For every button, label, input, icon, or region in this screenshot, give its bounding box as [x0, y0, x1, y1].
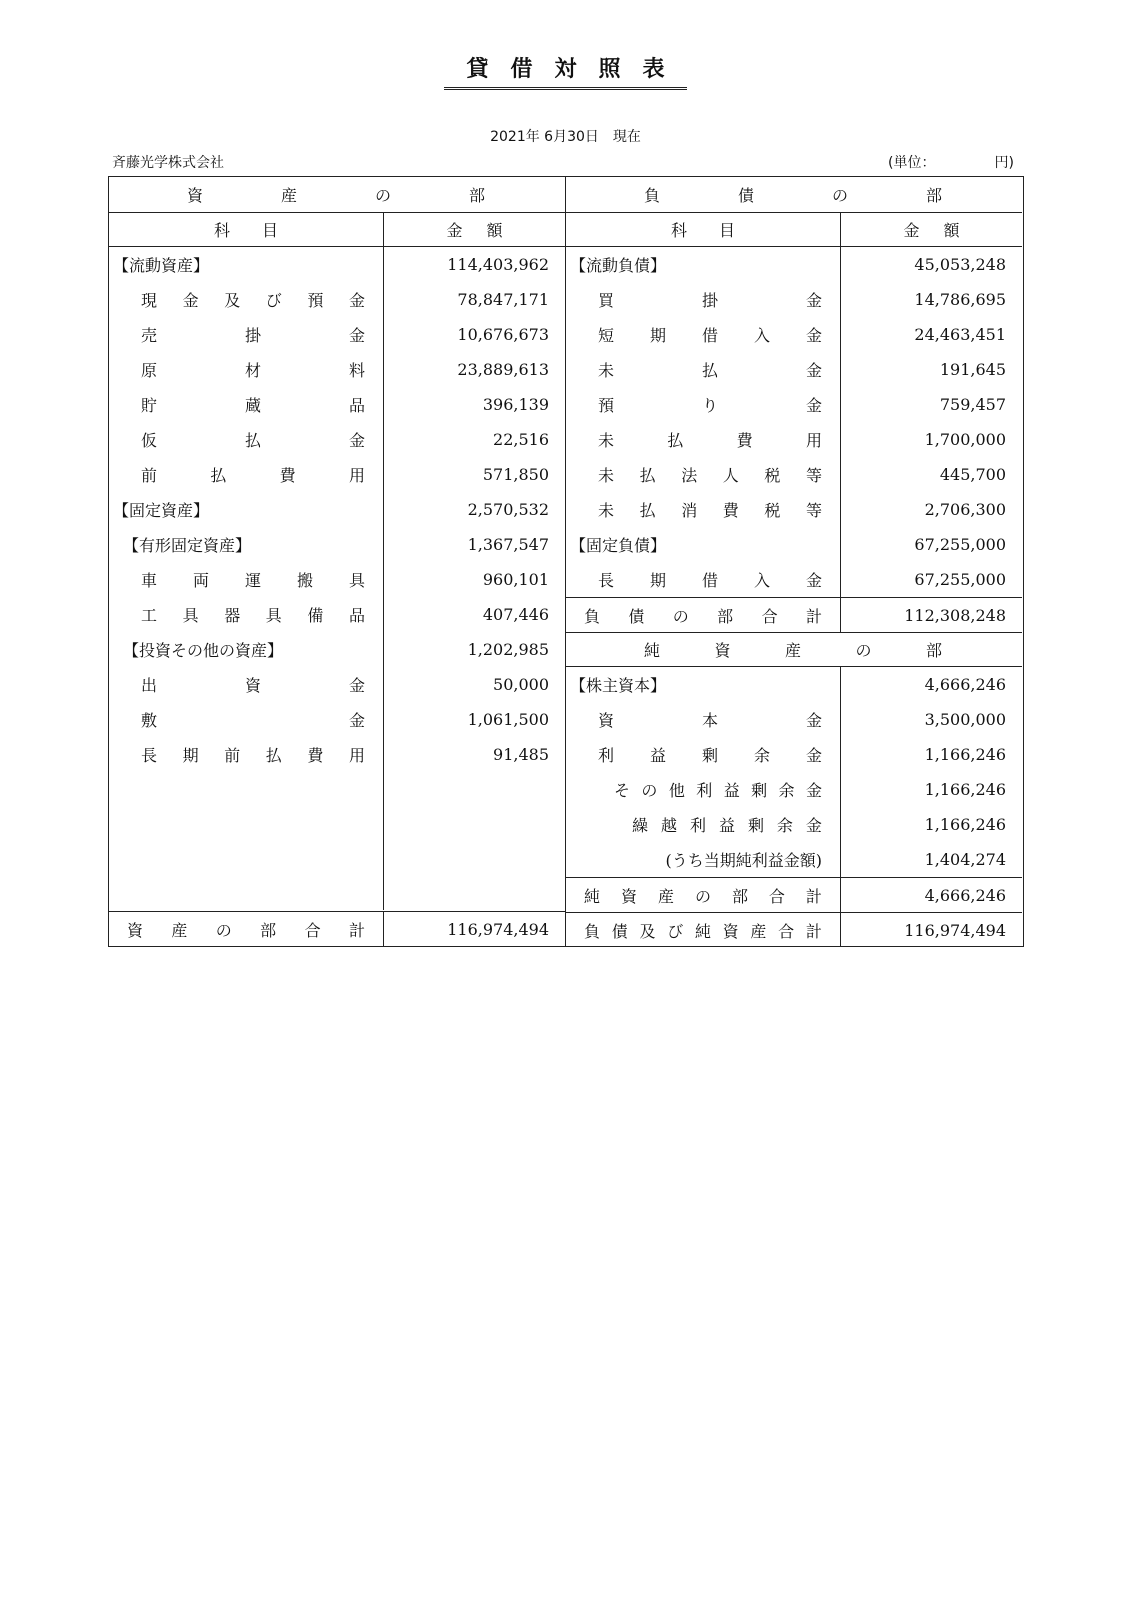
net-asset-row — [566, 807, 1022, 842]
asset-amount: 960,101 — [482, 570, 549, 589]
net-asset-amount: 1,166,246 — [924, 815, 1006, 834]
asset-label: 出 資 金 — [141, 676, 365, 695]
page-title: 貸借対照表 — [444, 52, 686, 90]
liability-label-cell — [566, 492, 841, 527]
liability-row — [566, 457, 1022, 492]
asset-label: 原 材 料 — [141, 361, 365, 380]
net-asset-amount: 1,404,274 — [924, 850, 1006, 869]
unit-close: 円) — [994, 155, 1014, 171]
asset-label: 工 具 器 具 備 品 — [141, 606, 365, 625]
liability-row — [566, 562, 1022, 597]
net-asset-label-cell — [566, 667, 841, 702]
amount-header — [841, 213, 1022, 246]
asset-amount: 1,061,500 — [467, 710, 549, 729]
net-asset-label: 繰 越 利 益 剰 余 金 — [632, 816, 822, 835]
asset-label-cell — [109, 527, 384, 562]
liability-amount: 45,053,248 — [914, 255, 1006, 274]
assets-section-header — [109, 177, 565, 212]
liability-label: 未 払 金 — [598, 361, 822, 380]
asset-label: 仮 払 金 — [141, 431, 365, 450]
assets-column-header — [109, 212, 565, 247]
liabilities-subtotal-row — [566, 597, 1022, 632]
grand-total-row — [566, 912, 1022, 947]
liability-label: 長 期 借 入 金 — [598, 571, 822, 590]
liability-label: 預 り 金 — [598, 396, 822, 415]
asset-label: 貯 蔵 品 — [141, 396, 365, 415]
asset-amount: 114,403,962 — [447, 255, 549, 274]
liability-amount: 67,255,000 — [914, 535, 1006, 554]
unit-open: (単位： — [888, 155, 936, 171]
asset-label: 現 金 及 び 預 金 — [141, 291, 365, 310]
asset-label: 車 両 運 搬 具 — [141, 571, 365, 590]
asset-amount: 50,000 — [493, 675, 549, 694]
grand-total-amount: 116,974,494 — [904, 920, 1006, 940]
assets-total-label: 資 産 の 部 合 計 — [127, 920, 365, 940]
amount-header-text: 金 額 — [903, 221, 960, 240]
net-asset-amount: 3,500,000 — [924, 710, 1006, 729]
asset-row — [109, 632, 565, 667]
asset-label-cell — [109, 282, 384, 317]
company-name: 斉藤光学株式会社 — [112, 155, 224, 171]
grand-total-label-cell — [566, 913, 841, 947]
asset-amount: 23,889,613 — [457, 360, 549, 379]
asset-row — [109, 667, 565, 702]
net-assets-subtotal-row — [566, 877, 1022, 912]
asset-amount: 571,850 — [482, 465, 549, 484]
assets-total-label-cell — [109, 912, 384, 946]
liability-row — [566, 527, 1022, 562]
asset-row — [109, 597, 565, 632]
net-asset-label: 資 本 金 — [598, 711, 822, 730]
net-asset-row — [566, 772, 1022, 807]
liability-label-cell — [566, 422, 841, 457]
liability-label: 短 期 借 入 金 — [598, 326, 822, 345]
asset-label-cell — [109, 492, 384, 527]
assets-column — [109, 177, 566, 946]
asset-row — [109, 702, 565, 737]
net-asset-label-cell — [566, 842, 841, 877]
liability-label: 未 払 費 用 — [598, 431, 822, 450]
net-assets-subtotal-amount: 4,666,246 — [924, 885, 1006, 905]
asset-label: 敷 金 — [141, 711, 365, 730]
asset-row — [109, 527, 565, 562]
liability-label-cell — [566, 352, 841, 387]
net-asset-row — [566, 737, 1022, 772]
assets-total-amount: 116,974,494 — [447, 919, 549, 939]
asset-label: 長 期 前 払 費 用 — [141, 746, 365, 765]
net-asset-amount: 1,166,246 — [924, 745, 1006, 764]
asset-row — [109, 562, 565, 597]
asset-label-cell — [109, 702, 384, 737]
asset-label: 【固定資産】 — [113, 501, 210, 520]
asset-row — [109, 352, 565, 387]
liability-label-cell — [566, 317, 841, 352]
net-asset-row — [566, 702, 1022, 737]
liability-amount: 14,786,695 — [914, 290, 1006, 309]
assets-filler — [109, 772, 384, 910]
net-assets-section-header — [566, 632, 1022, 667]
subject-header — [566, 213, 841, 246]
net-assets-subtotal-label-cell — [566, 878, 841, 912]
asset-label-cell — [109, 737, 384, 772]
net-asset-label-cell — [566, 737, 841, 772]
liability-row — [566, 387, 1022, 422]
asset-row — [109, 492, 565, 527]
net-asset-row — [566, 842, 1022, 877]
liability-label: 買 掛 金 — [598, 291, 822, 310]
liabilities-subtotal-label-cell — [566, 598, 841, 632]
asset-amount: 396,139 — [482, 395, 549, 414]
liability-label-cell — [566, 527, 841, 562]
liability-amount: 1,700,000 — [924, 430, 1006, 449]
asset-amount: 1,367,547 — [467, 535, 549, 554]
liability-amount: 445,700 — [939, 465, 1006, 484]
asset-amount: 10,676,673 — [457, 325, 549, 344]
title-wrap — [0, 52, 1131, 90]
liabilities-subtotal-label: 負 債 の 部 合 計 — [584, 606, 822, 626]
assets-total-row — [109, 911, 565, 946]
asset-row — [109, 282, 565, 317]
liability-amount: 191,645 — [939, 360, 1006, 379]
liabilities-column — [566, 177, 1022, 946]
unit-note — [888, 152, 1014, 172]
asset-amount: 1,202,985 — [467, 640, 549, 659]
asset-row — [109, 457, 565, 492]
liability-row — [566, 422, 1022, 457]
liabilities-section-header — [566, 177, 1022, 212]
asset-label-cell — [109, 667, 384, 702]
asset-amount: 407,446 — [482, 605, 549, 624]
liability-row — [566, 317, 1022, 352]
net-asset-label-cell — [566, 702, 841, 737]
asset-amount: 2,570,532 — [467, 500, 549, 519]
net-asset-amount: 4,666,246 — [924, 675, 1006, 694]
liability-amount: 759,457 — [939, 395, 1006, 414]
liability-label-cell — [566, 247, 841, 282]
liabilities-subtotal-amount: 112,308,248 — [904, 605, 1006, 625]
net-asset-label: 【株主資本】 — [570, 676, 667, 695]
liability-row — [566, 352, 1022, 387]
asset-amount: 91,485 — [493, 745, 549, 764]
net-assets-subtotal-label: 純 資 産 の 部 合 計 — [584, 886, 822, 906]
amount-header — [384, 213, 565, 246]
liability-amount: 24,463,451 — [914, 325, 1006, 344]
liability-amount: 67,255,000 — [914, 570, 1006, 589]
grand-total-label: 負 債 及 び 純 資 産 合 計 — [584, 921, 822, 941]
liability-row — [566, 247, 1022, 282]
asset-row — [109, 317, 565, 352]
liabilities-column-header — [566, 212, 1022, 247]
net-asset-amount: 1,166,246 — [924, 780, 1006, 799]
liability-label-cell — [566, 387, 841, 422]
liability-row — [566, 492, 1022, 527]
asset-row — [109, 387, 565, 422]
liability-label: 未 払 法 人 税 等 — [598, 466, 822, 485]
asset-label-cell — [109, 597, 384, 632]
net-asset-row — [566, 667, 1022, 702]
report-date: 2021年 6月30日 現在 — [490, 129, 641, 145]
asset-label-cell — [109, 422, 384, 457]
asset-amount: 22,516 — [493, 430, 549, 449]
asset-amount: 78,847,171 — [457, 290, 549, 309]
net-asset-label: (うち当期純利益金額) — [665, 851, 822, 870]
liability-label-cell — [566, 282, 841, 317]
amount-header-text: 金 額 — [446, 221, 503, 240]
net-asset-label: 利 益 剰 余 金 — [598, 746, 822, 765]
asset-label: 売 掛 金 — [141, 326, 365, 345]
liability-label-cell — [566, 457, 841, 492]
subject-header — [109, 213, 384, 246]
assets-section-header-text: 資 産 の 部 — [187, 186, 485, 205]
subject-header-text: 科 目 — [214, 221, 278, 240]
asset-label-cell — [109, 247, 384, 282]
asset-label-cell — [109, 352, 384, 387]
asset-label-cell — [109, 562, 384, 597]
asset-row — [109, 737, 565, 772]
liability-label: 未 払 消 費 税 等 — [598, 501, 822, 520]
asset-label-cell — [109, 632, 384, 667]
net-assets-section-header-text: 純 資 産 の 部 — [644, 641, 942, 660]
liability-label: 【固定負債】 — [570, 536, 667, 555]
asset-label: 【投資その他の資産】 — [123, 641, 284, 660]
asset-label: 前 払 費 用 — [141, 466, 365, 485]
asset-row — [109, 247, 565, 282]
net-asset-label-cell — [566, 807, 841, 842]
asset-label: 【流動資産】 — [113, 256, 210, 275]
asset-label-cell — [109, 387, 384, 422]
asset-label: 【有形固定資産】 — [123, 536, 252, 555]
net-asset-label-cell — [566, 772, 841, 807]
subject-header-text: 科 目 — [671, 221, 735, 240]
liability-label: 【流動負債】 — [570, 256, 667, 275]
liability-label-cell — [566, 562, 841, 597]
net-asset-label: そ の 他 利 益 剰 余 金 — [614, 781, 822, 800]
balance-sheet-table — [108, 176, 1024, 947]
asset-label-cell — [109, 317, 384, 352]
liability-amount: 2,706,300 — [924, 500, 1006, 519]
liability-row — [566, 282, 1022, 317]
asset-label-cell — [109, 457, 384, 492]
liabilities-section-header-text: 負 債 の 部 — [644, 186, 942, 205]
asset-row — [109, 422, 565, 457]
